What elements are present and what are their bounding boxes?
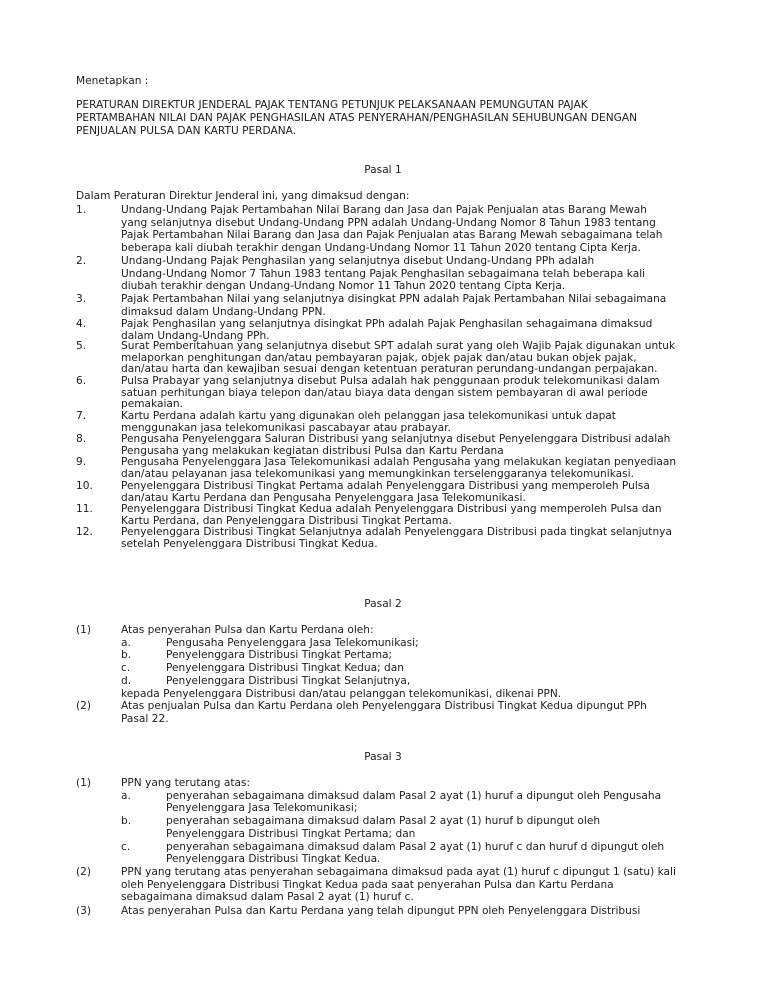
ayat-text: sebagaimana dimaksud dalam Pasal 2 ayat (1) huruf c. [121,891,414,904]
subitem-text: Penyelenggara Distribusi Tingkat Pertama; dan [166,827,416,840]
ayat-text: Atas penyerahan Pulsa dan Kartu Perdana oleh: [121,624,374,636]
ayat-number: (1) [76,777,92,789]
list-item-text: Penyelenggara Distribusi Tingkat Selanjutnya adalah Penyelenggara Distribusi pada tingkat selanjutnya [121,526,672,538]
list-item-text: Pengusaha Penyelenggara Saluran Distribusi yang selanjutnya disebut Penyelenggara Distribusi adalah [121,433,671,445]
list-item-text: Pajak Penghasilan yang selanjutnya disingkat PPh adalah Pajak Penghasilan sehagaimana dimaksud [121,318,653,330]
list-item-number: 3. [76,293,87,305]
ayat-number: (3) [76,905,92,917]
regulation-title-line: PENJUALAN PULSA DAN KARTU PERDANA. [76,125,297,137]
subitem-text: penyerahan sebagaimana dimaksud dalam Pasal 2 ayat (1) huruf c dan huruf d dipungut oleh [166,840,665,853]
list-item-text: pemakaian. [121,398,184,411]
list-item-text: Undang-Undang Pajak Pertambahan Nilai Barang dan Jasa dan Pajak Penjualan atas Barang Mewah [121,204,647,216]
subitem-text: penyerahan sebagaimana dimaksud dalam Pasal 2 ayat (1) huruf b dipungut oleh [166,815,601,828]
list-item-number: 12. [76,526,93,538]
subitem-letter: d. [121,674,132,687]
list-item-text: dan/atau pelayanan jasa telekomunikasi yang memungkinkan terselenggaranya telekomunikasi. [121,467,634,480]
list-item-text: Undang-Undang Nomor 7 Tahun 1983 tentang Pajak Penghasilan sebagaimana telah beberapa kali [121,267,646,280]
list-item-text: beberapa kali diubah terakhir dengan Undang-Undang Nomor 11 Tahun 2020 tentang Cipta Kerja. [121,242,641,255]
subitem-text: Penyelenggara Distribusi Tingkat Kedua; dan [166,662,404,675]
ayat-text: Atas penjualan Pulsa dan Kartu Perdana oleh Penyelenggara Distribusi Tingkat Kedua dipungut PPh [121,700,647,712]
list-item-number: 5. [76,340,87,352]
list-item-number: 2. [76,255,87,267]
regulation-title-line: PERATURAN DIREKTUR JENDERAL PAJAK TENTANG PETUNJUK PELAKSANAAN PEMUNGUTAN PAJAK [76,99,588,111]
list-item-text: Pengusaha Penyelenggara Jasa Telekomunikasi adalah Pengusaha yang melakukan kegiatan penyediaan [121,456,677,468]
ayat-text: PPN yang terutang atas penyerahan sebagaimana dimaksud pada ayat (1) huruf c dipungut 1 (satu) kali [121,866,676,878]
subitem-text: Penyelenggara Distribusi Tingkat Kedua. [166,853,381,866]
subitem-text: penyerahan sebagaimana dimaksud dalam Pasal 2 ayat (1) huruf a dipungut oleh Pengusaha [166,789,662,802]
list-item-number: 10. [76,480,93,492]
list-item-text: Pajak Pertambahan Nilai yang selanjutnya disingkat PPN adalah Pajak Pertambahan Nilai sebagaimana [121,293,667,305]
ayat-text: PPN yang terutang atas: [121,777,251,789]
list-item-text: melaporkan penghitungan dan/atau pembayaran pajak, objek pajak dan/atau bukan objek pajak, [121,351,637,364]
list-item-number: 6. [76,375,87,387]
pasal-intro: Dalam Peraturan Direktur Jenderal ini, yang dimaksud dengan: [76,190,410,202]
list-item-number: 7. [76,410,87,422]
subitem-letter: b. [121,649,132,662]
list-item-text: setelah Penyelenggara Distribusi Tingkat Kedua. [121,537,378,550]
list-item-number: 9. [76,456,87,468]
subitem-text: Penyelenggara Distribusi Tingkat Pertama; [166,649,393,662]
ayat-number: (2) [76,866,92,878]
list-item-number: 8. [76,433,87,445]
list-item-text: Kartu Perdana adalah kartu yang digunakan oleh pelanggan jasa telekomunikasi untuk dapat [121,410,616,422]
list-item-text: satuan perhitungan biaya telepon dan/atau biaya data dengan sistem pembayaran di awal periode [121,386,648,399]
ayat-text: kepada Penyelenggara Distribusi dan/atau pelanggan telekomunikasi, dikenai PPN. [121,687,562,700]
ayat-text: Pasal 22. [121,712,169,725]
ayat-number: (2) [76,700,92,712]
list-item-text: Penyelenggara Distribusi Tingkat Pertama adalah Penyelenggara Distribusi yang memperoleh Pulsa [121,480,650,492]
list-item-text: yang selanjutnya disebut Undang-Undang PPN adalah Undang-Undang Nomor 8 Tahun 1983 tentang [121,216,656,229]
list-item-number: 11. [76,503,93,515]
pasal-heading: Pasal 2 [364,598,402,610]
subitem-text: Penyelenggara Distribusi Tingkat Selanjutnya, [166,674,411,687]
subitem-text: Penyelenggara Jasa Telekomunikasi; [166,802,358,815]
list-item-text: dalam Undang-Undang PPh. [121,329,270,342]
list-item-text: dan/atau Kartu Perdana dan Pengusaha Penyelenggara Jasa Telekomunikasi. [121,491,526,504]
list-item-text: diubah terakhir dengan Undang-Undang Nomor 11 Tahun 2020 tentang Cipta Kerja. [121,280,566,293]
list-item-text: menggunakan jasa telekomunikasi pascabayar atau prabayar. [121,421,451,434]
menetapkan-label: Menetapkan : [76,75,149,87]
ayat-text: oleh Penyelenggara Distribusi Tingkat Kedua pada saat penyerahan Pulsa dan Kartu Perdana [121,878,614,891]
list-item-text: Penyelenggara Distribusi Tingkat Kedua adalah Penyelenggara Distribusi yang memperoleh Pulsa dan [121,503,662,515]
list-item-text: Undang-Undang Pajak Penghasilan yang selanjutnya disebut Undang-Undang PPh adalah [121,255,595,267]
subitem-letter: c. [121,662,131,675]
list-item-text: Pengusaha yang melakukan kegiatan distribusi Pulsa dan Kartu Perdana [121,444,504,457]
list-item-text: dimaksud dalam Undang-Undang PPN. [121,305,326,318]
ayat-text: Atas penyerahan Pulsa dan Kartu Perdana yang telah dipungut PPN oleh Penyelenggara Distribusi [121,905,641,917]
list-item-text: dan/atau harta dan kewajiban sesuai dengan ketentuan peraturan perundang-undangan perpajakan. [121,363,658,376]
subitem-text: Pengusaha Penyelenggara Jasa Telekomunikasi; [166,636,419,649]
pasal-heading: Pasal 1 [364,164,402,176]
subitem-letter: b. [121,815,132,828]
ayat-number: (1) [76,624,92,636]
list-item-text: Pulsa Prabayar yang selanjutnya disebut Pulsa adalah hak penggunaan produk telekomunikasi dalam [121,375,660,387]
subitem-letter: c. [121,840,131,853]
regulation-title-line: PERTAMBAHAN NILAI DAN PAJAK PENGHASILAN ATAS PENYERAHAN/PENGHASILAN SEHUBUNGAN DENGAN [76,112,638,124]
list-item-text: Surat Pemberitahuan yang selanjutnya disebut SPT adalah surat yang oleh Wajib Pajak digunakan untuk [121,340,676,352]
list-item-number: 4. [76,318,87,330]
list-item-number: 1. [76,204,87,216]
list-item-text: Kartu Perdana, dan Penyelenggara Distribusi Tingkat Pertama. [121,514,452,527]
subitem-letter: a. [121,636,131,649]
subitem-letter: a. [121,789,131,802]
list-item-text: Pajak Pertambahan Nilai Barang dan Jasa dan Pajak Penjualan atas Barang Mewah sebagaimana telah [121,229,663,242]
pasal-heading: Pasal 3 [364,751,402,763]
